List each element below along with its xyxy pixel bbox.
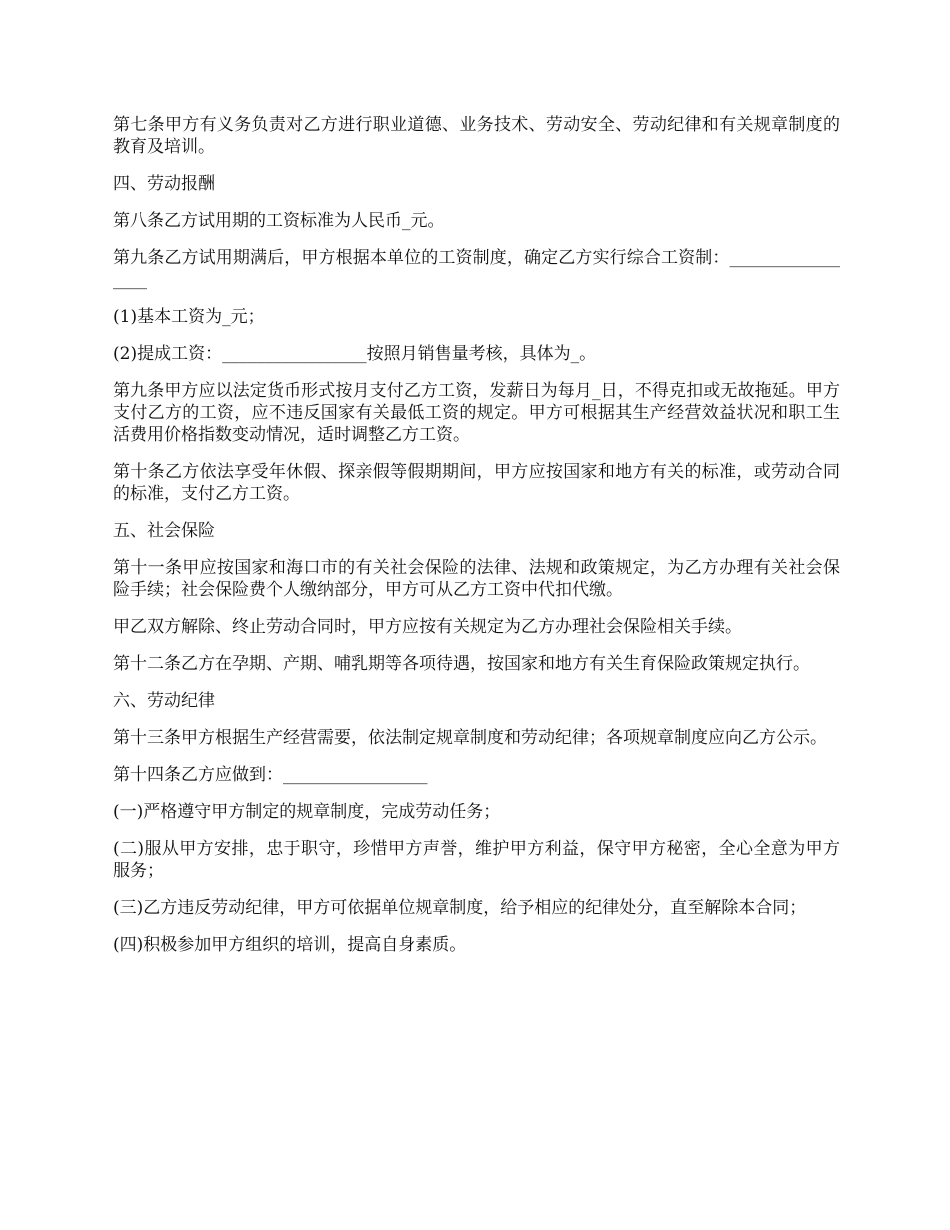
- item-basic-wage: (1)基本工资为_元；: [113, 307, 265, 327]
- article-13: 第十三条甲方根据生产经营需要，依法制定规章制度和劳动纪律；各项规章制度应向乙方公示。: [113, 728, 827, 748]
- insurance-termination-clause: 甲乙双方解除、终止劳动合同时，甲方应按有关规定为乙方办理社会保险相关手续。: [113, 617, 742, 637]
- article-10: 第十条乙方依法享受年休假、探亲假等假期期间，甲方应按国家和地方有关的标准，或劳动合同的标准，支付乙方工资。: [113, 462, 840, 504]
- duty-item-3: (三)乙方违反劳动纪律，甲方可依据单位规章制度，给予相应的纪律处分，直至解除本合同；: [113, 898, 807, 918]
- article-14: 第十四条乙方应做到：_________________: [113, 765, 428, 785]
- section-heading-social-insurance: 五、社会保险: [113, 521, 215, 541]
- article-9-payment: 第九条甲方应以法定货币形式按月支付乙方工资，发薪日为每月_日，不得克扣或无故拖延。甲方支付乙方的工资，应不违反国家有关最低工资的规定。甲方可根据其生产经营效益状况和职工生活费用价格指数变动情况，适时调整乙方工资。: [113, 381, 840, 445]
- article-12: 第十二条乙方在孕期、产期、哺乳期等各项待遇，按国家和地方有关生育保险政策规定执行。: [113, 654, 810, 674]
- section-heading-labor-pay: 四、劳动报酬: [113, 174, 215, 194]
- duty-item-2: (二)服从甲方安排，忠于职守，珍惜甲方声誉，维护甲方利益，保守甲方秘密，全心全意为甲方服务；: [113, 839, 840, 881]
- article-8: 第八条乙方试用期的工资标准为人民币_元。: [113, 211, 445, 231]
- section-heading-labor-discipline: 六、劳动纪律: [113, 691, 215, 711]
- item-commission-wage: (2)提成工资：_________________按照月销售量考核，具体为_。: [113, 344, 597, 364]
- article-11: 第十一条甲应按国家和海口市的有关社会保险的法律、法规和政策规定，为乙方办理有关社会保险手续；社会保险费个人缴纳部分，甲方可从乙方工资中代扣代缴。: [113, 558, 840, 600]
- article-9-wage-system: 第九条乙方试用期满后，甲方根据本单位的工资制度，确定乙方实行综合工资制：_________________: [113, 248, 840, 290]
- duty-item-1: (一)严格遵守甲方制定的规章制度，完成劳动任务；: [113, 802, 501, 822]
- article-7: 第七条甲方有义务负责对乙方进行职业道德、业务技术、劳动安全、劳动纪律和有关规章制度的教育及培训。: [113, 115, 840, 157]
- duty-item-4: (四)积极参加甲方组织的培训，提高自身素质。: [113, 935, 467, 955]
- document-body: [113, 114, 840, 971]
